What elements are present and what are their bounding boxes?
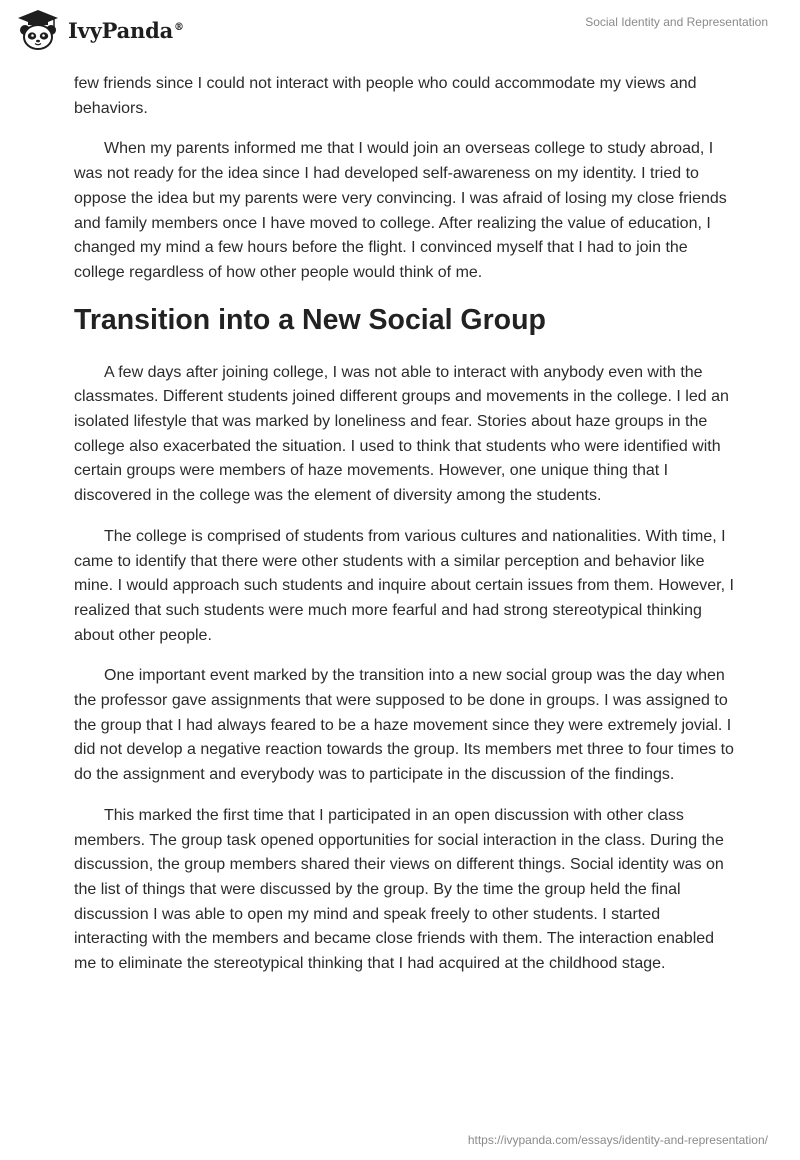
paragraph: One important event marked by the transition into a new social group was the day when the professor gave assignments that were supposed to be done in groups. I was assigned to the group that I had always feared to be a haze movement since they were extremely jovial. I did not develop a negative reaction towards the group. Its members met three to four times to do the assignment and everybody was to participate in the discussion of the findings. [74, 667, 734, 784]
section-heading: Transition into a New Social Group [74, 303, 546, 336]
paragraph: This marked the first time that I participated in an open discussion with other class members. The group task opened opportunities for social interaction in the class. During the discussion, the group members shared their views on different things. Social identity was on the list of things that were discussed by the group. By the time the group held the final discussion I was able to open my mind and speak freely to other students. I started interacting with the members and became close friends with them. The interaction enabled me to eliminate the stereotypical thinking that I had acquired at the childhood stage. [74, 806, 724, 973]
paragraph: A few days after joining college, I was not able to interact with anybody even with the classmates. Different students joined different groups and movements in the college. I led an isolated lifestyle that was marked by loneliness and fear. Stories about haze groups in the college also exacerbated the situation. I used to think that students who were identified with certain groups were members of haze movements. However, one unique thing that I discovered in the college was the element of diversity among the students. [74, 363, 729, 505]
brand-name: IvyPanda® [68, 17, 184, 43]
paragraph: When my parents informed me that I would join an overseas college to study abroad, I was not ready for the idea since I had developed self-awareness on my identity. I tried to oppose the idea but my parents were very convincing. I was afraid of losing my close friends and family members once I have moved to college. After realizing the value of education, I changed my mind a few hours before the flight. I convinced myself that I had to join the college regardless of how other people would think of me. [74, 140, 727, 281]
running-title: Social Identity and Representation [585, 15, 768, 29]
paragraph-continued: few friends since I could not interact with people who could accommodate my views and behaviors. [74, 75, 697, 117]
brand-logo[interactable] [14, 8, 184, 52]
source-url-link[interactable]: https://ivypanda.com/essays/identity-and-representation/ [467, 1133, 768, 1147]
essay-content [74, 72, 734, 993]
page-header [0, 0, 800, 64]
paragraph: The college is comprised of students from various cultures and nationalities. With time, I came to identify that there were other students with a similar perception and behavior like mine. I would approach such students and inquire about certain issues from them. However, I realized that such students were much more fearful and had strong stereotypical thinking about other people. [74, 527, 734, 644]
panda-graduate-icon [14, 8, 62, 52]
